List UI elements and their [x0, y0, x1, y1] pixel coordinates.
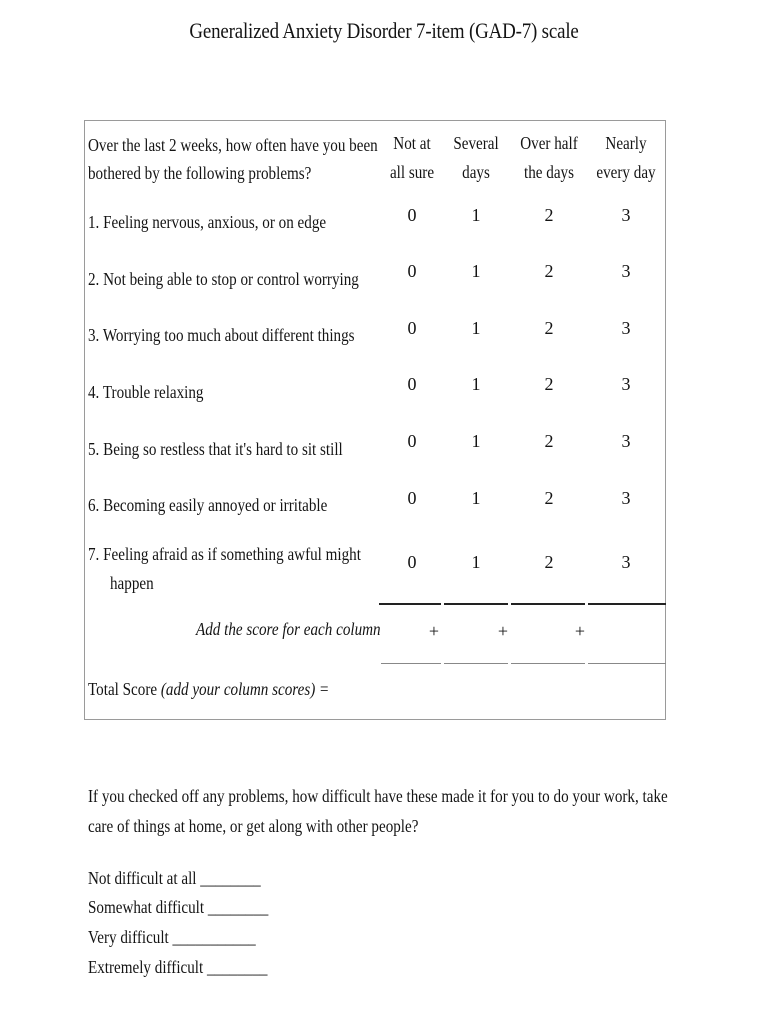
- plus-sign-3: +: [574, 621, 586, 641]
- column-header-not-at-all: Not at all sure: [389, 133, 435, 182]
- column-header-several-days: Several days: [453, 133, 499, 182]
- item-2-score-2[interactable]: 2: [544, 261, 554, 281]
- column-total-line-1[interactable]: [381, 663, 441, 664]
- item-6-score-0[interactable]: 0: [407, 488, 417, 508]
- page-title: Generalized Anxiety Disorder 7-item (GAD-7) scale: [189, 18, 579, 43]
- item-1-score-2[interactable]: 2: [544, 205, 554, 225]
- sum-line-col-2: [444, 603, 508, 605]
- total-score-label: Total Score (add your column scores) =: [88, 679, 330, 699]
- item-4-label: 4. Trouble relaxing: [88, 382, 204, 402]
- sum-line-col-3: [511, 603, 585, 605]
- item-5-score-2[interactable]: 2: [544, 431, 554, 451]
- column-total-line-2[interactable]: [444, 663, 508, 664]
- item-3-score-0[interactable]: 0: [407, 318, 417, 338]
- item-6-score-3[interactable]: 3: [621, 488, 631, 508]
- column-total-line-3[interactable]: [511, 663, 585, 664]
- item-1-label: 1. Feeling nervous, anxious, or on edge: [88, 212, 327, 232]
- item-3-score-3[interactable]: 3: [621, 318, 631, 338]
- item-2-score-1[interactable]: 1: [471, 261, 481, 281]
- column-total-line-4[interactable]: [588, 663, 666, 664]
- item-2-score-0[interactable]: 0: [407, 261, 417, 281]
- item-4-score-3[interactable]: 3: [621, 374, 631, 394]
- item-4-score-2[interactable]: 2: [544, 374, 554, 394]
- item-5-score-0[interactable]: 0: [407, 431, 417, 451]
- item-3-score-1[interactable]: 1: [471, 318, 481, 338]
- item-4-score-0[interactable]: 0: [407, 374, 417, 394]
- sum-line-col-1: [379, 603, 441, 605]
- difficulty-question-line-1: If you checked off any problems, how difficult have these made it for you to do your work, take: [88, 786, 668, 806]
- item-7-score-1[interactable]: 1: [471, 552, 481, 572]
- item-6-label: 6. Becoming easily annoyed or irritable: [88, 495, 328, 515]
- item-7-score-0[interactable]: 0: [407, 552, 417, 572]
- item-6-score-1[interactable]: 1: [471, 488, 481, 508]
- item-1-score-1[interactable]: 1: [471, 205, 481, 225]
- column-header-over-half: Over half the days: [520, 133, 578, 182]
- item-5-label: 5. Being so restless that it's hard to sit still: [88, 439, 343, 459]
- question-header-line-2: bothered by the following problems?: [88, 163, 312, 183]
- difficulty-question-line-2: care of things at home, or get along with other people?: [88, 816, 419, 836]
- question-header-line-1: Over the last 2 weeks, how often have you been: [88, 135, 378, 155]
- option-not-difficult[interactable]: Not difficult at all ________: [88, 868, 261, 888]
- item-3-score-2[interactable]: 2: [544, 318, 554, 338]
- option-very-difficult[interactable]: Very difficult ___________: [88, 927, 256, 947]
- plus-sign-1: +: [428, 621, 440, 641]
- item-4-score-1[interactable]: 1: [471, 374, 481, 394]
- item-7-label-cont: happen: [110, 573, 154, 593]
- item-2-label: 2. Not being able to stop or control worrying: [88, 269, 359, 289]
- item-5-score-3[interactable]: 3: [621, 431, 631, 451]
- column-header-nearly-every-day: Nearly every day: [596, 133, 656, 182]
- item-7-score-2[interactable]: 2: [544, 552, 554, 572]
- sum-line-col-4: [588, 603, 666, 605]
- option-somewhat-difficult[interactable]: Somewhat difficult ________: [88, 897, 269, 917]
- item-3-label: 3. Worrying too much about different things: [88, 325, 355, 345]
- add-score-label: Add the score for each column: [196, 619, 381, 639]
- item-1-score-3[interactable]: 3: [621, 205, 631, 225]
- option-extremely-difficult[interactable]: Extremely difficult ________: [88, 957, 268, 977]
- item-7-score-3[interactable]: 3: [621, 552, 631, 572]
- item-7-label: 7. Feeling afraid as if something awful might: [88, 544, 361, 564]
- item-5-score-1[interactable]: 1: [471, 431, 481, 451]
- item-6-score-2[interactable]: 2: [544, 488, 554, 508]
- item-1-score-0[interactable]: 0: [407, 205, 417, 225]
- plus-sign-2: +: [497, 621, 509, 641]
- item-2-score-3[interactable]: 3: [621, 261, 631, 281]
